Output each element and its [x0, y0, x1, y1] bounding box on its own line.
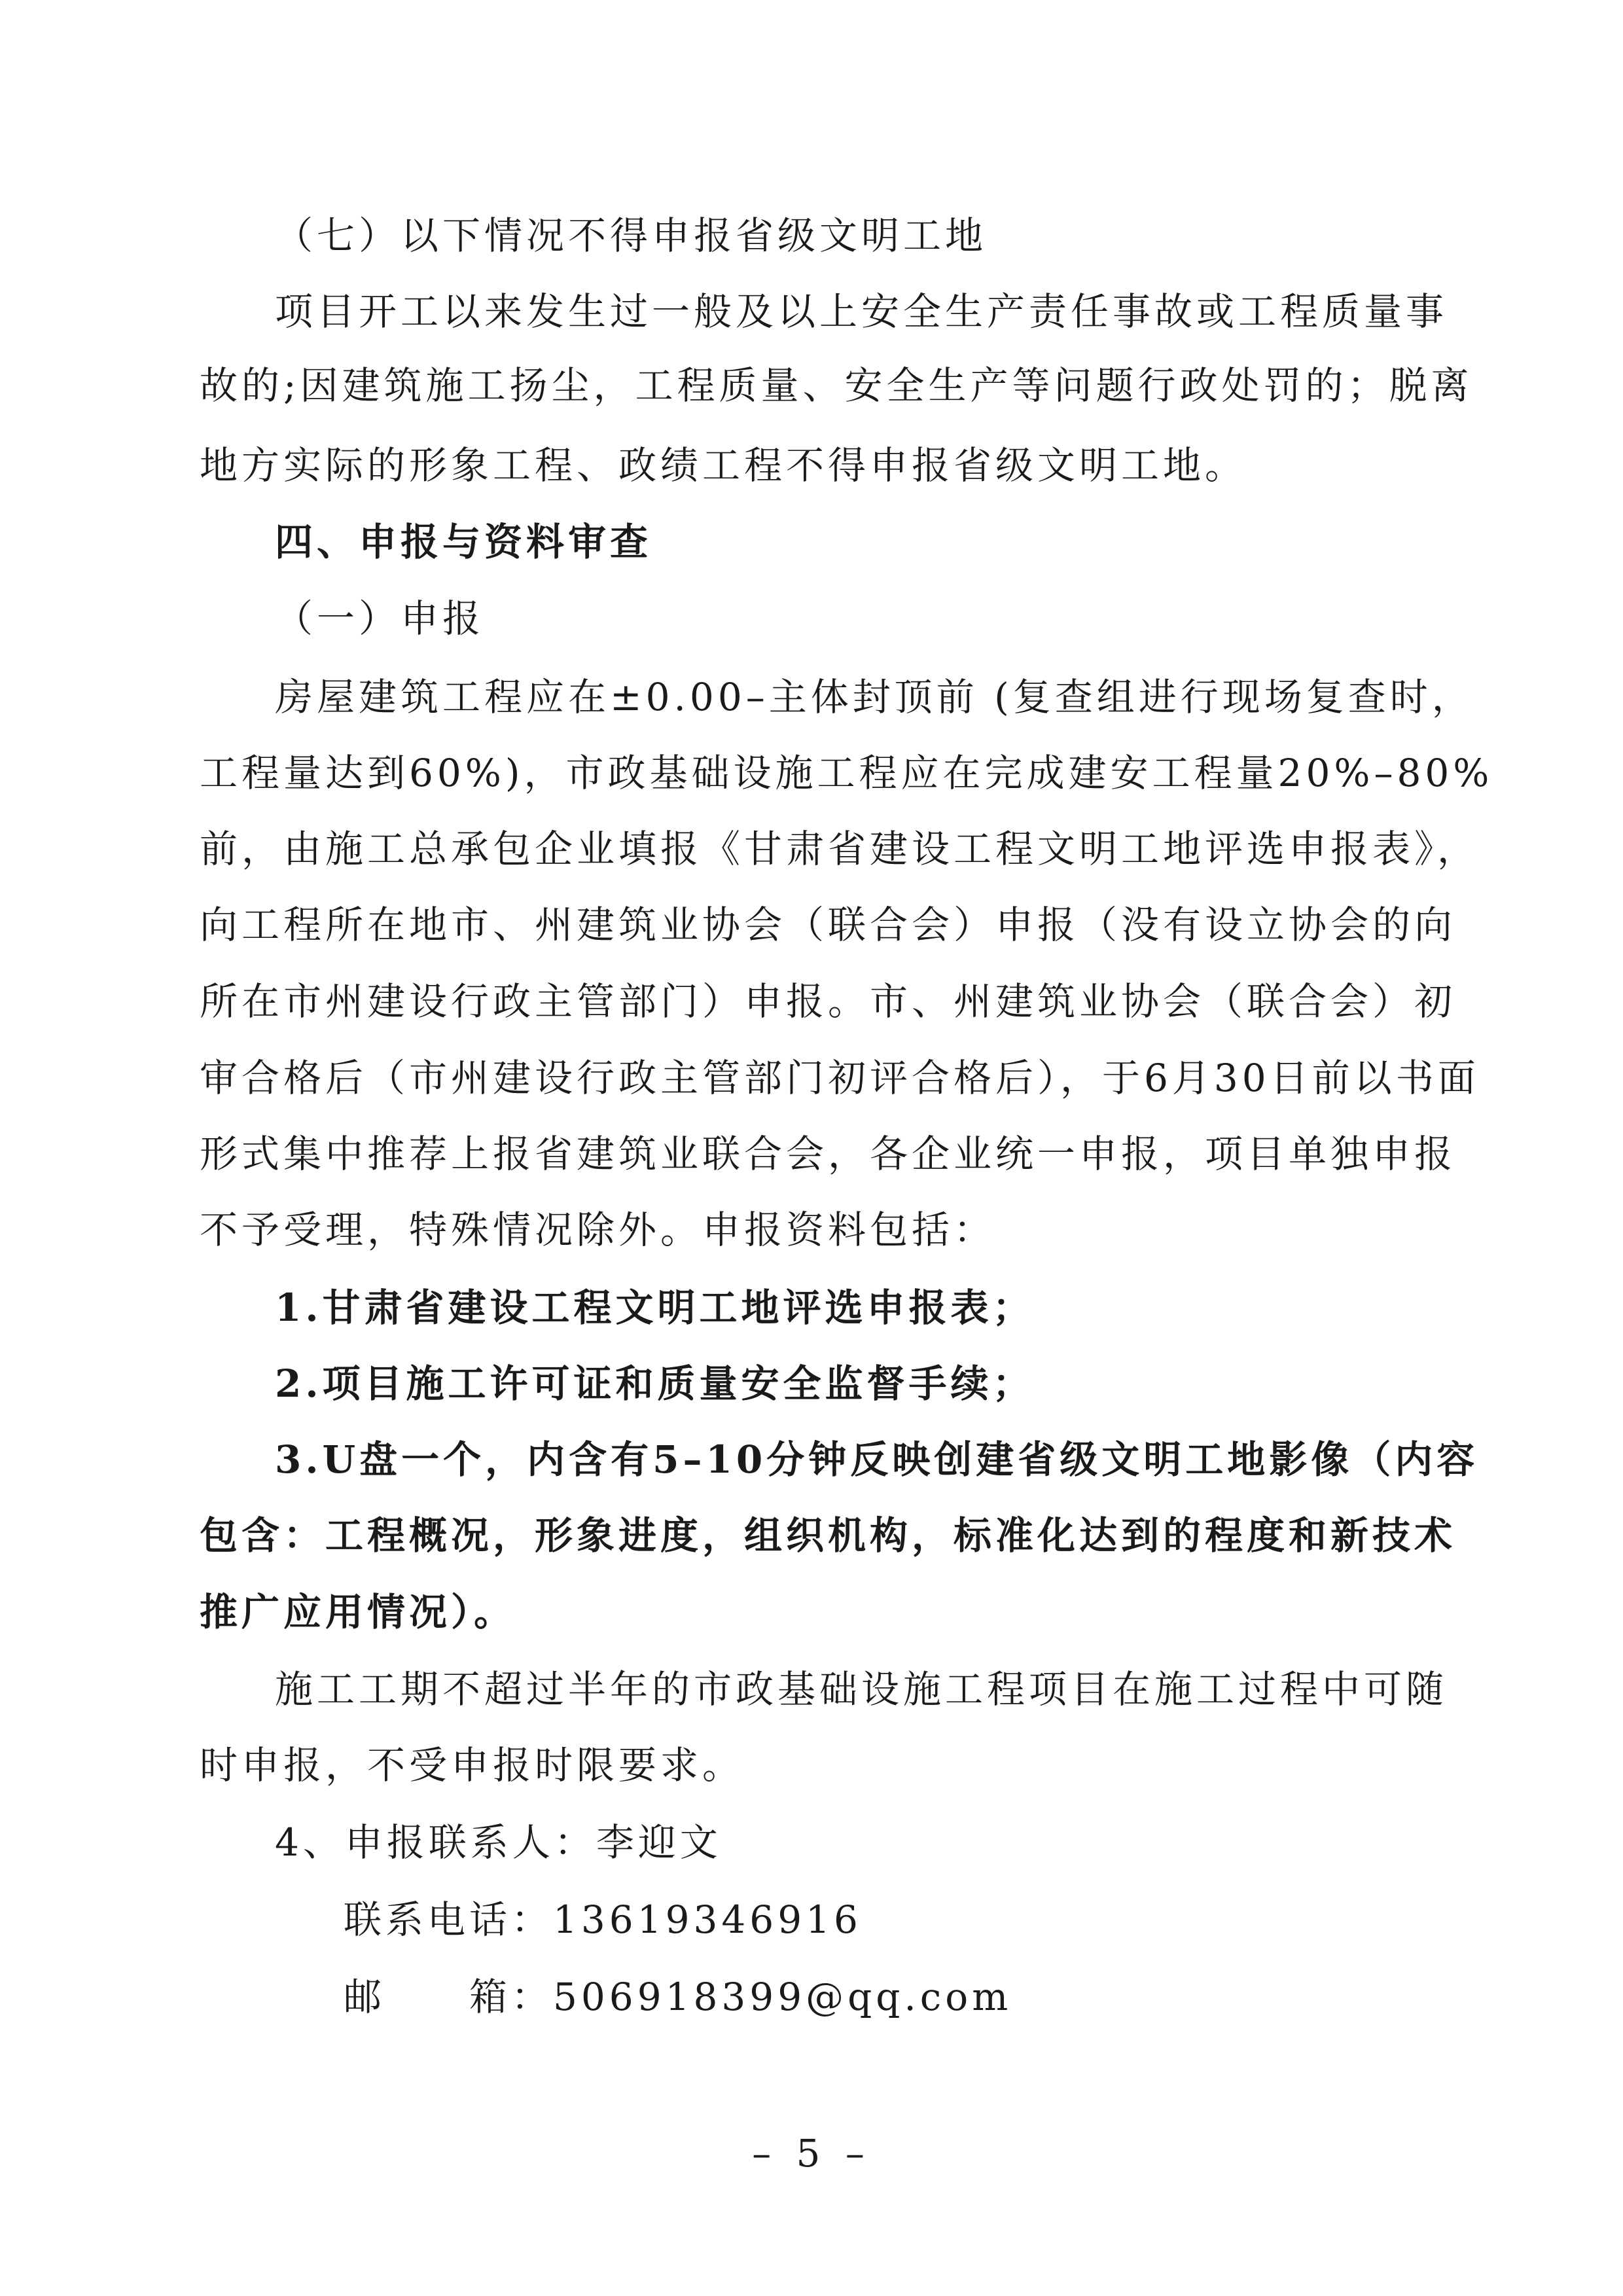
contact-phone: 联系电话：13619346916 [344, 1897, 862, 1942]
page-number: – 5 – [752, 2131, 871, 2176]
paragraph-line: 前，由施工总承包企业填报《甘肃省建设工程文明工地评选申报表》， [200, 827, 1480, 871]
subsection-heading-7: （七）以下情况不得申报省级文明工地 [275, 213, 988, 258]
paragraph-line: 审合格后（市州建设行政主管部门初评合格后），于6月30日前以书面 [200, 1056, 1480, 1100]
paragraph-line: 向工程所在地市、州建筑业协会（联合会）申报（没有设立协会的向 [200, 903, 1457, 947]
paragraph-line: 所在市州建设行政主管部门）申报。市、州建筑业协会（联合会）初 [200, 979, 1457, 1024]
section-heading-4: 四、申报与资料审查 [275, 520, 652, 564]
paragraph-line: 项目开工以来发生过一般及以上安全生产责任事故或工程质量事 [275, 289, 1448, 334]
paragraph-line: 时申报，不受申报时限要求。 [200, 1743, 745, 1787]
list-item-2: 2.项目施工许可证和质量安全监督手续； [275, 1361, 1035, 1406]
paragraph-line: 地方实际的形象工程、政绩工程不得申报省级文明工地。 [200, 443, 1247, 488]
paragraph-line: 不予受理，特殊情况除外。申报资料包括： [200, 1208, 996, 1252]
paragraph-line: 工程量达到60%)，市政基础设施工程应在完成建安工程量20%–80% [200, 751, 1493, 795]
paragraph-line: 形式集中推荐上报省建筑业联合会，各企业统一申报，项目单独申报 [200, 1132, 1457, 1176]
paragraph-line: 施工工期不超过半年的市政基础设施工程项目在施工过程中可随 [275, 1667, 1448, 1712]
paragraph-line: 房屋建筑工程应在±0.00–主体封顶前 (复查组进行现场复查时， [275, 675, 1474, 719]
list-item-3-continued: 推广应用情况）。 [200, 1590, 516, 1634]
list-item-1: 1.甘肃省建设工程文明工地评选申报表； [275, 1285, 1035, 1330]
list-item-3: 3.U盘一个，内含有5–10分钟反映创建省级文明工地影像（内容 [275, 1437, 1479, 1482]
contact-person: 4、申报联系人：李迎文 [275, 1820, 722, 1865]
subsection-heading-1: （一）申报 [275, 596, 485, 641]
paragraph-line: 故的;因建筑施工扬尘，工程质量、安全生产等问题行政处罚的；脱离 [200, 363, 1473, 408]
contact-email: 邮 箱：506918399@qq.com [344, 1975, 1012, 2019]
list-item-3-continued: 包含：工程概况，形象进度，组织机构，标准化达到的程度和新技术 [200, 1513, 1457, 1558]
